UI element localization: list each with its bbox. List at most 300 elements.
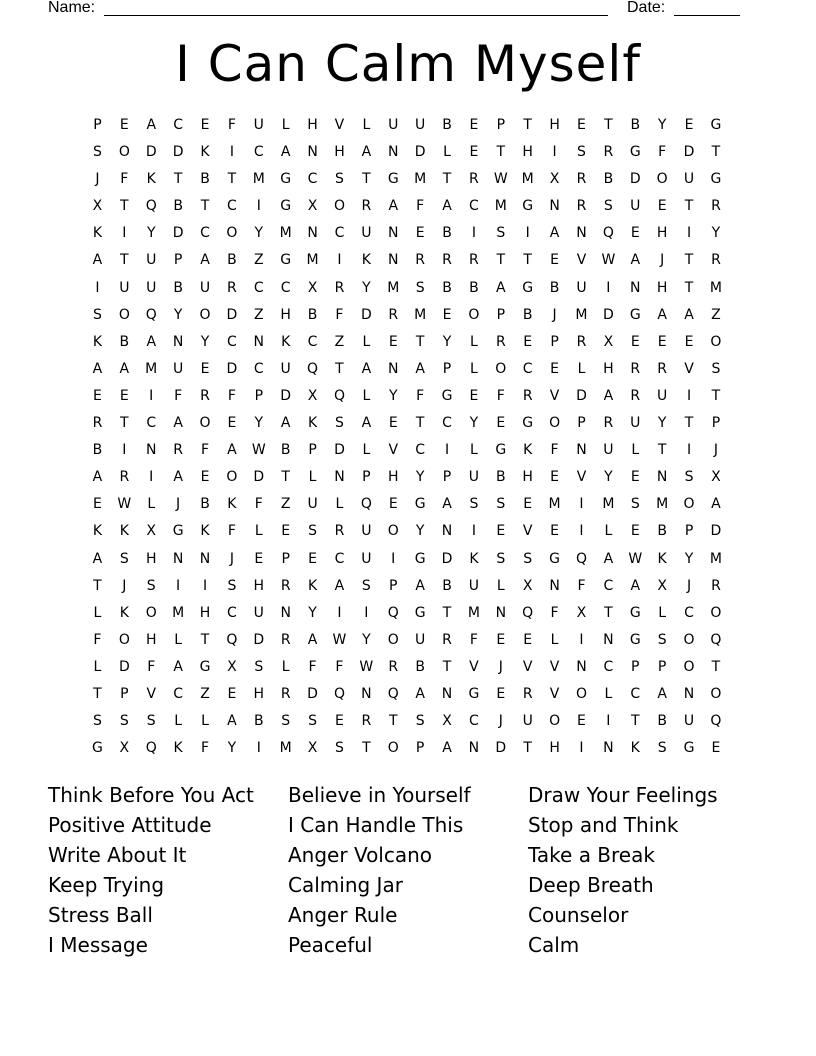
grid-letter: B [442,225,452,242]
grid-letter: L [604,685,613,702]
grid-letter: R [630,360,641,377]
grid-letter: D [710,523,722,540]
grid-letter: B [442,279,452,296]
grid-letter: A [442,740,452,757]
grid-letter: Z [253,252,264,269]
grid-letter: V [576,469,587,486]
grid-letter: N [603,631,614,648]
grid-letter: K [92,523,103,540]
grid-letter: G [629,306,641,323]
grid-letter: E [119,387,129,404]
grid-letter: S [603,198,613,215]
grid-letter: F [550,604,559,621]
grid-letter: P [281,550,290,567]
word-bank-item: Positive Attitude [48,813,212,837]
grid-letter: K [119,604,129,621]
grid-letter: E [469,117,479,133]
grid-letter: C [200,225,210,242]
grid-letter: O [549,415,561,432]
grid-letter: D [172,225,184,242]
grid-letter: J [176,496,181,513]
name-field-line [104,15,608,16]
grid-letter: Q [226,631,238,648]
grid-letter: E [630,523,640,540]
grid-letter: R [469,252,479,269]
grid-letter: H [522,469,533,486]
grid-letter: C [307,171,318,188]
grid-letter: G [522,415,534,432]
grid-letter: A [603,550,614,567]
grid-letter: C [630,685,641,702]
grid-letter: D [414,144,426,161]
grid-letter: Q [333,685,345,702]
grid-letter: C [173,685,183,702]
grid-letter: Q [710,631,722,648]
date-label: Date: [627,0,666,16]
grid-letter: H [334,144,345,161]
grid-letter: P [308,442,317,459]
grid-letter: E [550,360,560,377]
grid-letter: A [200,252,210,269]
grid-letter: M [575,306,588,323]
grid-letter: E [442,306,452,323]
grid-letter: U [415,117,426,133]
grid-letter: I [471,523,476,540]
grid-letter: L [443,144,451,161]
grid-letter: R [280,685,291,702]
grid-letter: I [391,550,396,567]
grid-letter: Y [415,523,425,540]
grid-letter: E [630,225,640,242]
grid-letter: O [118,306,130,323]
grid-letter: U [630,198,641,215]
grid-letter: X [603,333,614,350]
grid-letter: T [523,117,532,133]
grid-letter: S [227,577,237,594]
grid-letter: T [604,604,613,621]
grid-letter: M [306,252,319,269]
grid-letter: Y [254,415,264,432]
grid-letter: P [631,658,640,675]
word-bank-item: Stop and Think [528,813,679,837]
grid-letter: E [523,631,533,648]
grid-letter: P [442,360,452,377]
grid-letter: U [468,469,480,486]
grid-letter: E [227,685,237,702]
grid-letter: L [658,604,667,621]
grid-letter: J [122,577,127,594]
grid-letter: P [93,117,102,133]
grid-letter: I [364,604,369,621]
grid-letter: V [469,658,479,675]
grid-letter: H [253,685,265,702]
word-search-grid [84,112,729,762]
grid-letter: U [280,360,291,377]
grid-letter: G [172,523,184,540]
grid-letter: X [549,171,560,188]
grid-letter: L [201,713,209,730]
grid-letter: S [630,496,640,513]
grid-letter: E [496,415,506,432]
grid-letter: G [522,198,534,215]
grid-letter: V [549,387,560,404]
grid-letter: T [442,658,452,675]
grid-letter: N [307,144,318,161]
word-bank-item: Anger Volcano [288,843,433,867]
grid-letter: E [630,469,640,486]
grid-letter: R [442,631,452,648]
grid-letter: M [279,225,292,242]
grid-letter: X [576,604,587,621]
grid-letter: T [711,658,721,675]
grid-letter: Q [387,685,399,702]
grid-letter: V [522,658,533,675]
grid-letter: O [683,496,695,513]
grid-letter: K [92,333,103,350]
grid-letter: N [280,604,291,621]
grid-letter: B [657,523,667,540]
grid-letter: G [280,252,292,269]
grid-letter: K [523,442,533,459]
header [0,0,816,20]
grid-letter: F [227,387,236,404]
grid-letter: V [684,360,694,377]
grid-letter: E [388,415,398,432]
grid-letter: N [549,198,560,215]
grid-letter: T [711,144,721,161]
grid-letter: R [711,252,721,269]
grid-letter: E [254,550,264,567]
grid-letter: I [579,496,584,513]
grid-letter: C [334,225,345,242]
grid-letter: N [576,225,587,242]
grid-letter: U [603,442,614,459]
grid-letter: Z [280,496,291,513]
grid-letter: A [415,577,425,594]
grid-letter: P [362,469,371,486]
grid-letter: W [117,496,132,513]
grid-letter: S [335,740,344,757]
grid-letter: B [603,171,614,188]
grid-letter: C [227,333,237,350]
grid-letter: Q [360,496,372,513]
grid-letter: X [307,198,318,215]
grid-letter: P [496,306,506,323]
grid-letter: C [442,415,452,432]
grid-letter: B [253,713,264,730]
grid-letter: D [576,387,587,404]
grid-letter: B [200,496,210,513]
grid-letter: E [388,496,398,513]
grid-letter: Q [307,360,319,377]
grid-letter: T [496,252,506,269]
grid-letter: R [334,523,345,540]
grid-letter: C [522,360,533,377]
grid-letter: L [362,117,371,133]
grid-letter: M [414,306,427,323]
grid-letter: C [334,550,345,567]
grid-letter: V [549,658,560,675]
grid-letter: E [496,523,506,540]
grid-letter: B [496,469,506,486]
grid-letter: P [120,685,129,702]
grid-letter: T [388,713,398,730]
grid-letter: C [253,144,264,161]
grid-letter: O [118,631,130,648]
grid-letter: Y [469,415,479,432]
grid-letter: G [710,117,722,133]
grid-letter: F [308,658,317,675]
grid-letter: L [631,442,640,459]
grid-letter: L [174,713,183,730]
grid-letter: B [657,713,667,730]
grid-letter: Q [602,225,614,242]
grid-letter: C [253,360,264,377]
grid-letter: M [656,496,669,513]
grid-letter: J [660,252,665,269]
grid-letter: E [550,523,560,540]
grid-letter: G [414,496,426,513]
grid-letter: O [333,198,345,215]
grid-letter: S [415,279,425,296]
grid-letter: W [332,631,347,648]
word-bank-item: Take a Break [528,843,655,867]
grid-letter: N [388,252,399,269]
grid-letter: R [200,387,210,404]
grid-letter: E [335,713,344,730]
grid-letter: U [253,604,264,621]
grid-letter: E [577,117,586,133]
grid-letter: S [415,713,425,730]
grid-letter: P [711,415,721,432]
grid-letter: V [334,117,345,133]
grid-letter: F [550,442,559,459]
grid-letter: J [552,306,557,323]
grid-letter: A [173,415,183,432]
grid-letter: B [92,442,103,459]
grid-letter: E [496,631,506,648]
grid-letter: Z [334,333,345,350]
grid-letter: I [149,469,154,486]
word-bank-item: I Message [48,933,148,957]
grid-letter: R [119,469,130,486]
grid-letter: N [683,685,695,702]
grid-letter: L [147,496,156,513]
grid-letter: G [629,144,641,161]
grid-letter: R [334,279,345,296]
grid-letter: S [577,144,586,161]
grid-letter: E [200,360,210,377]
grid-letter: P [389,577,398,594]
grid-letter: R [173,442,183,459]
grid-letter: S [281,713,291,730]
grid-letter: R [227,279,237,296]
grid-letter: R [657,360,668,377]
grid-letter: M [252,171,265,188]
grid-letter: S [93,713,102,730]
grid-letter: T [630,713,640,730]
grid-letter: K [307,415,318,432]
grid-letter: T [684,415,694,432]
grid-letter: F [335,306,344,323]
grid-letter: O [495,360,507,377]
grid-letter: R [388,306,399,323]
grid-letter: I [256,198,261,215]
grid-letter: G [522,279,534,296]
grid-letter: R [576,198,587,215]
grid-letter: Y [684,550,694,567]
grid-letter: U [199,279,211,296]
grid-letter: T [93,685,102,702]
grid-letter: H [549,117,560,133]
grid-letter: E [281,523,291,540]
grid-letter: I [176,577,181,594]
word-bank-item: Write About It [48,843,187,867]
grid-letter: G [683,740,695,757]
grid-letter: H [145,550,157,567]
grid-letter: C [603,577,614,594]
grid-letter: W [251,442,266,459]
word-bank [48,780,768,960]
grid-letter: N [388,225,399,242]
grid-letter: E [550,252,560,269]
grid-letter: S [146,713,156,730]
grid-letter: N [172,333,184,350]
grid-letter: X [711,469,721,486]
grid-letter: G [468,685,480,702]
grid-letter: N [656,469,668,486]
grid-letter: B [630,117,641,133]
grid-letter: O [199,415,211,432]
grid-letter: F [227,523,236,540]
grid-letter: D [253,631,265,648]
grid-letter: R [603,415,614,432]
grid-letter: G [414,604,426,621]
grid-letter: N [388,360,399,377]
grid-letter: N [145,442,157,459]
grid-letter: S [657,740,667,757]
grid-letter: N [441,685,453,702]
grid-letter: X [522,577,533,594]
grid-letter: I [122,442,127,459]
grid-letter: Q [387,604,399,621]
grid-letter: F [200,442,210,459]
grid-letter: H [307,117,318,133]
grid-letter: S [308,713,318,730]
grid-letter: O [549,713,561,730]
grid-letter: W [493,171,508,188]
grid-letter: C [146,415,157,432]
grid-letter: Q [145,198,157,215]
grid-letter: U [468,577,480,594]
grid-letter: E [496,685,506,702]
grid-letter: B [307,306,318,323]
grid-letter: R [576,333,587,350]
grid-letter: H [199,604,211,621]
grid-letter: R [442,252,452,269]
grid-letter: R [711,198,721,215]
grid-letter: G [92,740,103,757]
grid-letter: O [656,171,668,188]
grid-letter: K [200,144,210,161]
grid-letter: Y [173,306,183,323]
grid-letter: X [307,387,318,404]
grid-letter: E [469,387,479,404]
grid-letter: I [525,225,530,242]
grid-letter: H [603,360,614,377]
grid-letter: K [469,550,479,567]
grid-letter: T [362,740,371,757]
grid-letter: L [174,631,183,648]
grid-letter: E [711,740,721,757]
grid-letter: B [522,306,533,323]
grid-letter: L [362,333,371,350]
word-bank-item: Calming Jar [288,873,403,897]
grid-letter: N [199,550,211,567]
grid-letter: B [227,252,237,269]
grid-letter: X [146,523,157,540]
grid-letter: N [576,658,587,675]
grid-letter: S [119,550,129,567]
grid-letter: U [388,117,399,133]
grid-letter: M [172,604,185,621]
grid-letter: G [280,198,292,215]
grid-letter: S [93,306,102,323]
grid-letter: M [467,604,480,621]
grid-letter: M [602,496,615,513]
grid-letter: V [388,442,399,459]
grid-letter: V [576,252,587,269]
grid-letter: Y [604,469,613,486]
grid-letter: W [359,658,374,675]
grid-letter: L [281,658,290,675]
grid-letter: Y [146,225,156,242]
grid-letter: L [93,604,102,621]
word-bank-item: Keep Trying [48,873,165,897]
grid-letter: D [145,144,157,161]
grid-letter: I [606,279,611,296]
grid-letter: G [629,604,641,621]
grid-letter: C [684,604,694,621]
grid-letter: Y [442,333,452,350]
name-label: Name: [48,0,96,16]
grid-letter: A [630,252,641,269]
grid-letter: I [579,740,584,757]
grid-letter: M [709,550,722,567]
grid-letter: Y [388,387,398,404]
grid-letter: N [253,333,265,350]
grid-letter: B [173,279,183,296]
grid-letter: S [469,496,479,513]
grid-letter: U [576,279,587,296]
grid-letter: V [146,685,157,702]
grid-letter: R [361,713,372,730]
grid-letter: G [414,550,426,567]
grid-letter: A [173,658,183,675]
grid-letter: T [173,171,183,188]
page-title: I Can Calm Myself [175,35,641,93]
grid-letter: J [95,171,100,188]
grid-letter: K [200,523,210,540]
grid-letter: H [280,306,291,323]
grid-letter: R [280,631,291,648]
grid-letter: T [120,252,129,269]
grid-letter: G [549,550,561,567]
grid-letter: Q [145,306,157,323]
grid-letter: Y [362,279,371,296]
grid-letter: T [227,171,237,188]
grid-letter: L [254,523,263,540]
